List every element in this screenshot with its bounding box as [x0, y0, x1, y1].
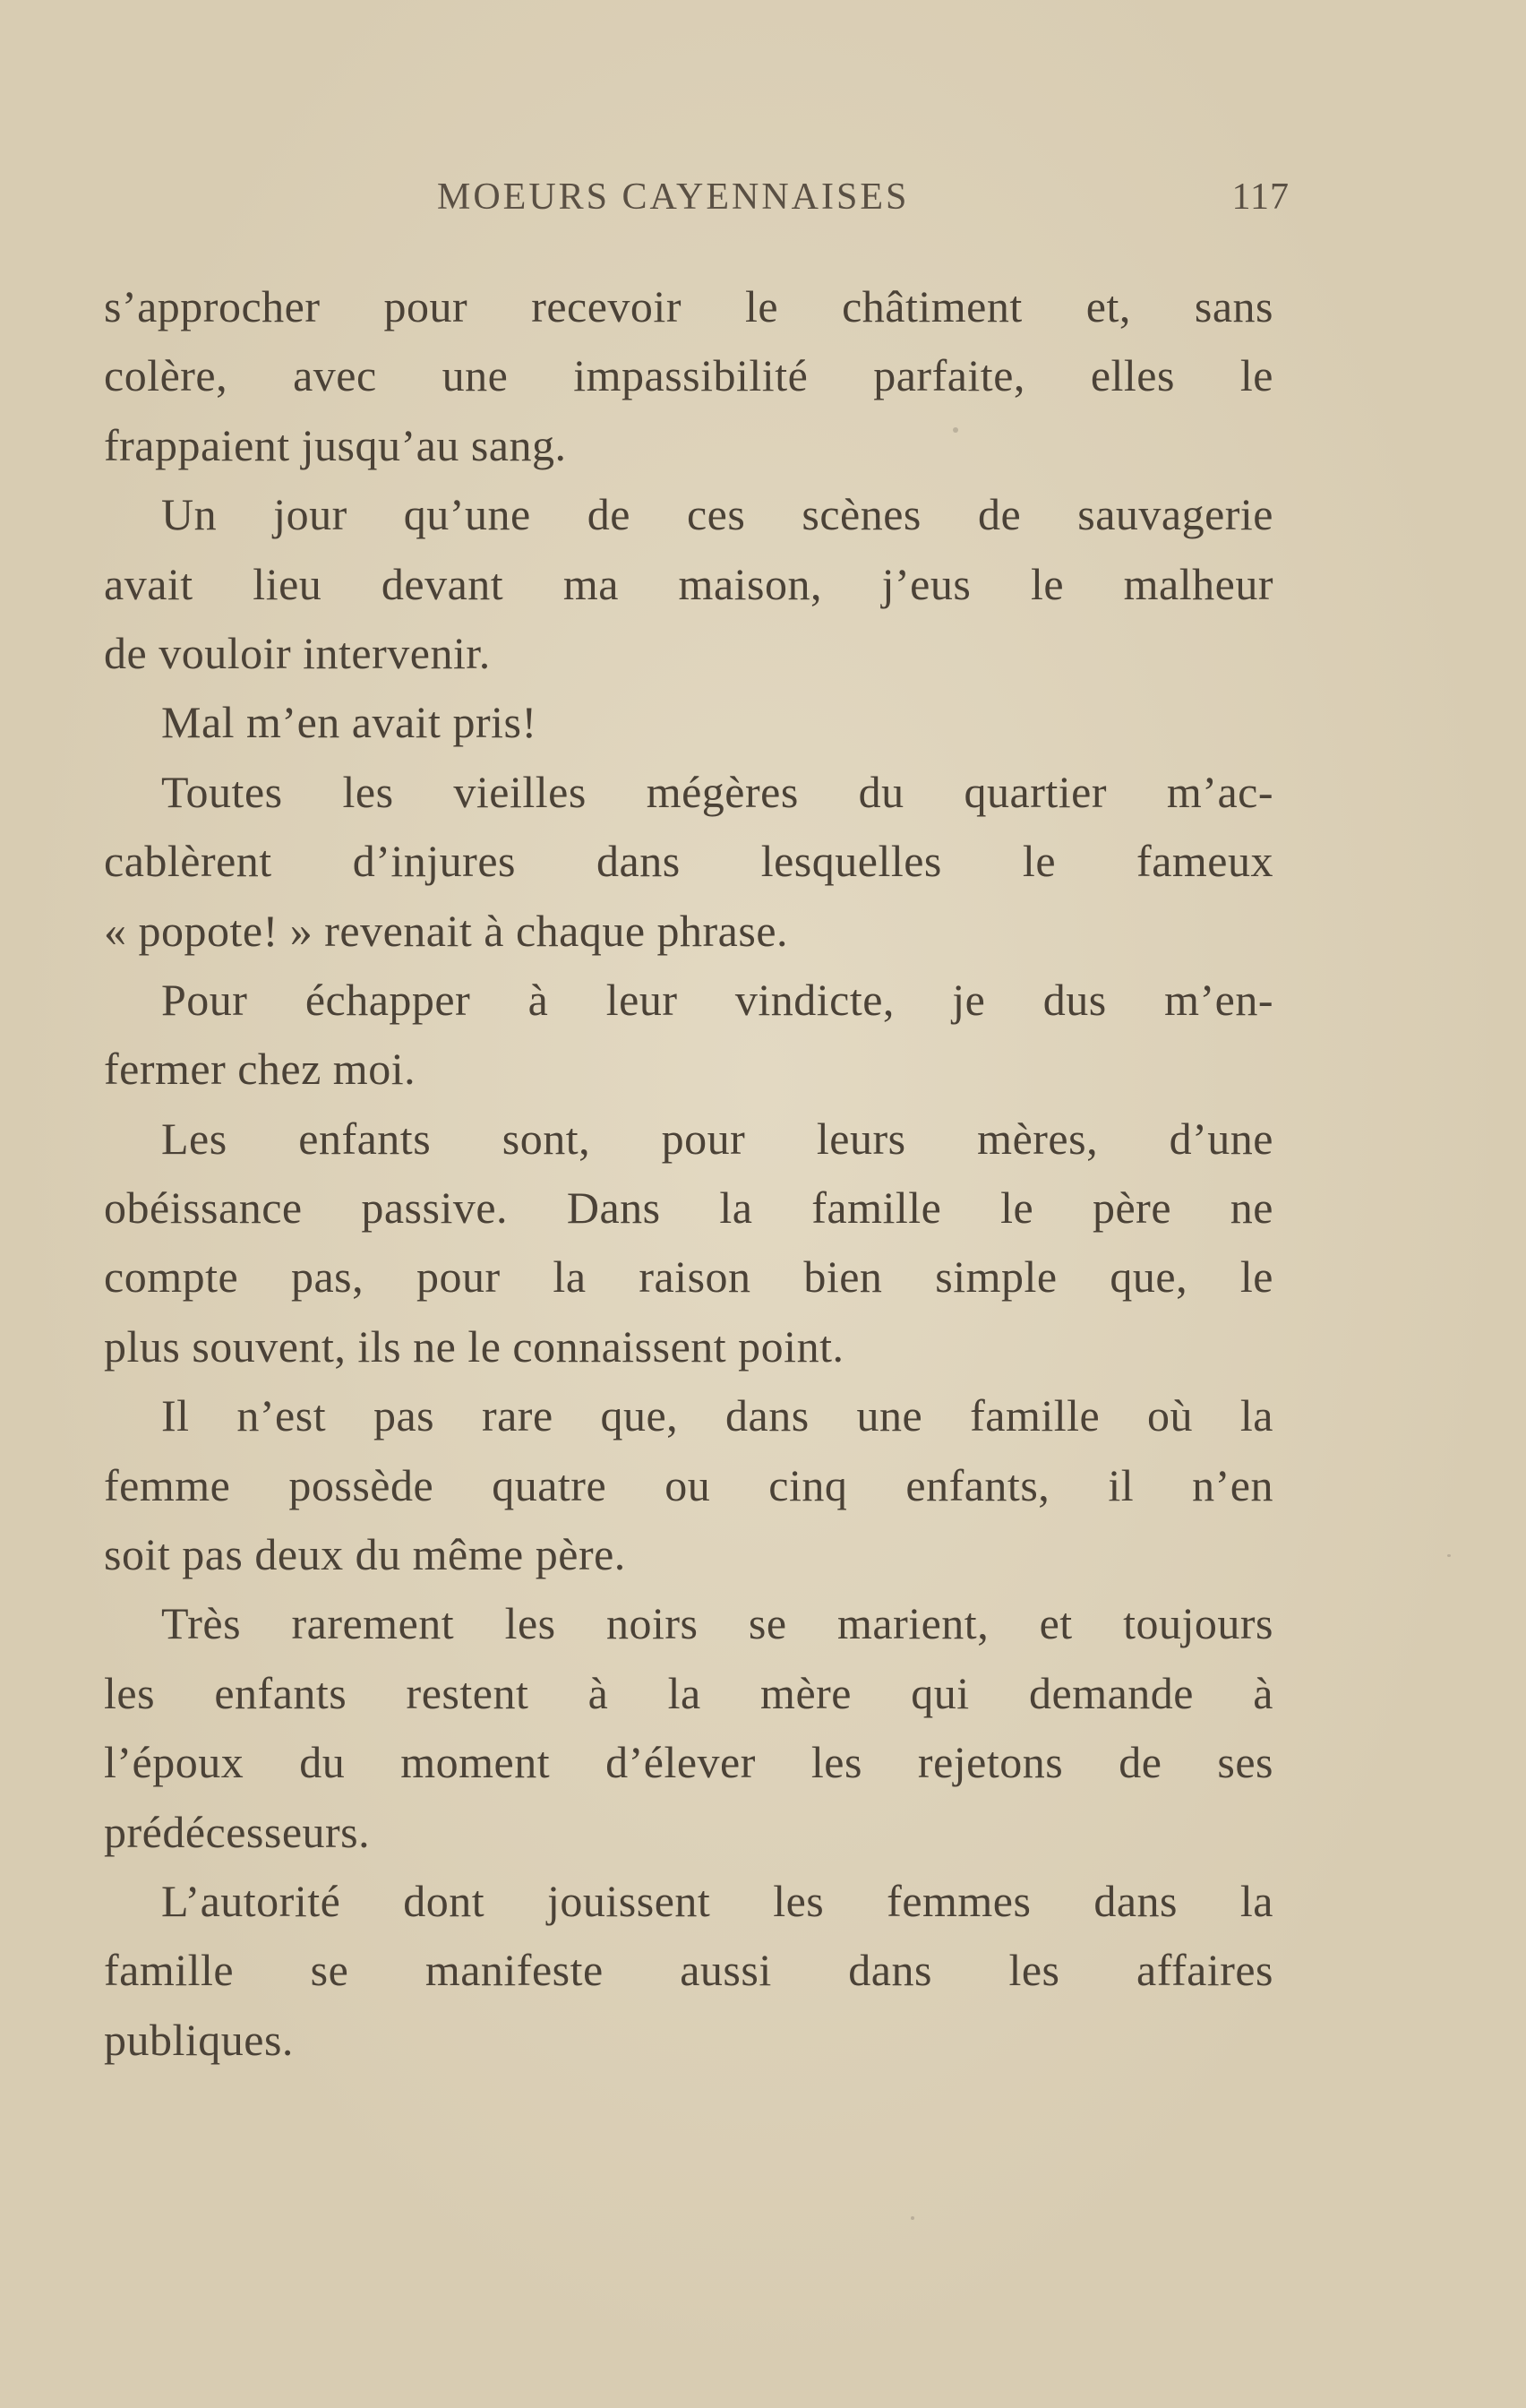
paper-speck — [1447, 1554, 1451, 1557]
text-line: les enfants restent à la mère qui demande à — [104, 1667, 1273, 1718]
text-line: Pour échapper à leur vindicte, je dus m’en- — [161, 974, 1273, 1025]
text-line: publiques. — [104, 2014, 294, 2065]
text-line: compte pas, pour la raison bien simple que, le — [104, 1251, 1273, 1303]
text-line: famille se manifeste aussi dans les affaires — [104, 1945, 1273, 1996]
text-line: s’approcher pour recevoir le châtiment et, sans — [104, 281, 1273, 331]
text-line: soit pas deux du même père. — [104, 1529, 626, 1580]
text-line: frappaient jusqu’au sang. — [104, 419, 567, 470]
text-line: Mal m’en avait pris! — [161, 697, 537, 748]
paper-speck — [911, 2216, 914, 2220]
text-line: Un jour qu’une de ces scènes de sauvagerie — [161, 489, 1273, 540]
text-line: femme possède quatre ou cinq enfants, il n’en — [104, 1459, 1273, 1510]
text-line: avait lieu devant ma maison, j’eus le malheur — [104, 558, 1273, 609]
text-line: Toutes les vieilles mégères du quartier m’ac- — [161, 766, 1273, 817]
text-line: de vouloir intervenir. — [104, 627, 491, 678]
text-line: prédécesseurs. — [104, 1806, 371, 1857]
body-text — [104, 272, 1273, 2075]
text-line: l’époux du moment d’élever les rejetons de ses — [104, 1737, 1273, 1788]
running-head — [437, 176, 1290, 226]
text-line: Très rarement les noirs se marient, et toujours — [161, 1598, 1273, 1649]
page-number: 117 — [1231, 176, 1290, 218]
text-line: Il n’est pas rare que, dans une famille où la — [161, 1390, 1273, 1441]
paper-speck — [953, 427, 958, 433]
text-line: obéissance passive. Dans la famille le père ne — [104, 1182, 1273, 1234]
running-title: MOEURS CAYENNAISES — [437, 176, 910, 218]
text-line: cablèrent d’injures dans lesquelles le fameux — [104, 836, 1273, 887]
text-line: Les enfants sont, pour leurs mères, d’une — [161, 1113, 1273, 1164]
text-line: plus souvent, ils ne le connaissent point. — [104, 1320, 844, 1372]
text-line: fermer chez moi. — [104, 1044, 416, 1095]
text-line: « popote! » revenait à chaque phrase. — [104, 905, 789, 956]
text-line: colère, avec une impassibilité parfaite, elles le — [104, 350, 1273, 401]
text-line: L’autorité dont jouissent les femmes dans la — [161, 1875, 1273, 1926]
